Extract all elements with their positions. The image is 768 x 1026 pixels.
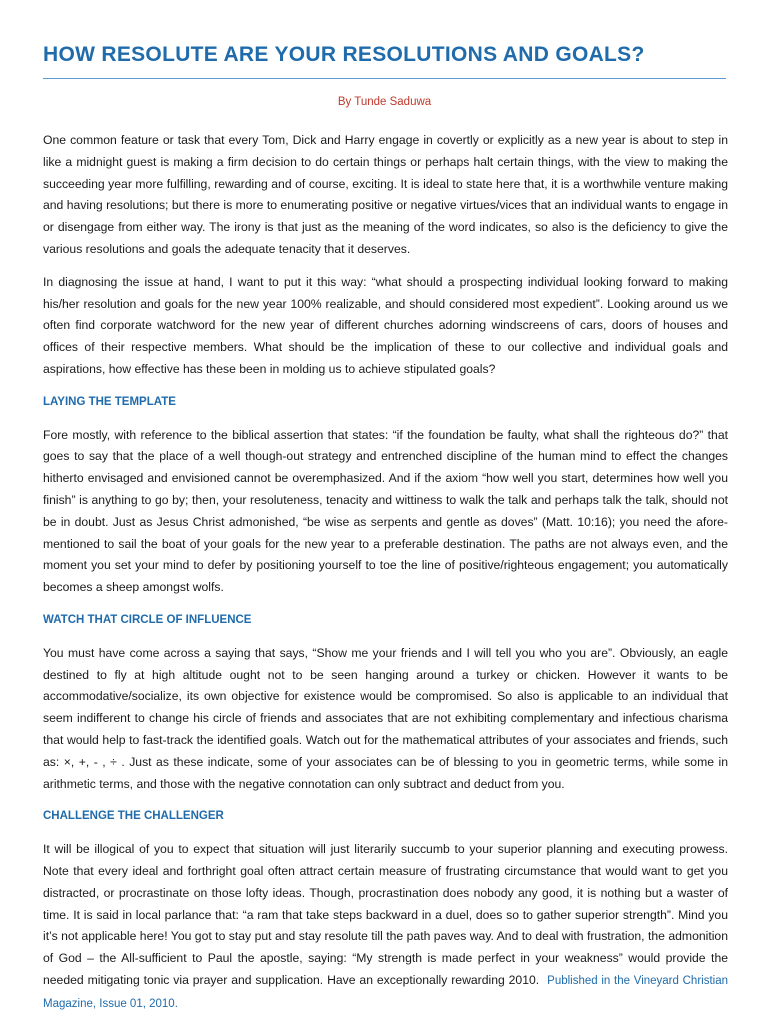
title-divider [43, 78, 726, 79]
section-heading-laying-template: LAYING THE TEMPLATE [43, 395, 176, 408]
section-body-laying-template: Fore mostly, with reference to the biblical assertion that states: “if the foundation be faulty, what shall the righteous do?” that goes to say that the place of a well though-out strategy and entrenched discipline of the human mind to effect the changes hitherto envisaged and envisioned cannot be overemphasized. And if the axiom “how well you start, determines how well you finish” is anything to go by; then, your resoluteness, tenacity and wittiness to walk the talk and perhaps talk the talk, should not be in doubt. Just as Jesus Christ admonished, “be wise as serpents and gentle as doves” (Matt. 10:16); you need the afore-mentioned to sail the boat of your goals for the new year to a preferable destination. The paths are not always even, and the moment you set your mind to defer by positioning yourself to toe the line of positive/righteous engagement; you automatically becomes a sheep amongst wolfs. [43, 427, 728, 595]
section-heading-challenge-challenger: CHALLENGE THE CHALLENGER [43, 810, 224, 823]
section-body-challenge-challenger [43, 839, 728, 1015]
publication-note: Published in the Vineyard Christian Magazine, Issue 01, 2010. [43, 974, 728, 1010]
section-heading-circle-of-influence: WATCH THAT CIRCLE OF INFLUENCE [43, 613, 252, 626]
intro-paragraph-2: In diagnosing the issue at hand, I want to put it this way: “what should a prospecting individual looking forward to making his/her resolution and goals for the new year 100% realizable, and should considered most expedient”. Looking around us we often find corporate watchword for the new year of different churches adorning windscreens of cars, doors of houses and offices of their respective members. What should be the implication of these to our collective and individual goals and aspirations, how effective has these been in molding us to achieve stipulated goals? [43, 274, 728, 376]
article-title: HOW RESOLUTE ARE YOUR RESOLUTIONS AND GOALS? [43, 43, 645, 66]
section-body-circle-of-influence: You must have come across a saying that says, “Show me your friends and I will tell you who you are”. Obviously, an eagle destined to fly at high altitude ought not to be seen hanging around a turkey or chicken. However it wants to be accommodative/socialize, its own objective for existence would be compromised. So also is applicable to an individual that seem indifferent to change his circle of friends and associates that are not exhibiting complementary and infectious charisma that would help to fast-track the identified goals. Watch out for the mathematical attributes of your associates and friends, such as: ×, +, - , ÷ . Just as these indicate, some of your associates can be of blessing to you in geometric terms, while some in arithmetic terms, and those with the negative connotation can only subtract and deduct from you. [43, 645, 728, 791]
closing-text: It will be illogical of you to expect that situation will just literarily succumb to your superior planning and executing prowess. Note that every ideal and forthright goal often attract certain measure of frustrating circumstance that would want to get you distracted, or procrastinate on those lofty ideas. Though, procrastination does nobody any good, it is nothing but a waster of time. It is said in local parlance that: “a ram that take steps backward in a duel, does so to gather superior strength”. Mind you it’s not applicable here! You got to stay put and stay resolute till the path paves way. And to deal with frustration, the admonition of God – the All-sufficient to Paul the apostle, saying: “My strength is made perfect in your weakness” would provide the needed mitigating tonic via prayer and supplication. Have an exceptionally rewarding 2010. [43, 842, 728, 987]
article-body [43, 130, 728, 1026]
intro-paragraph-1: One common feature or task that every Tom, Dick and Harry engage in covertly or explicitly as a new year is about to step in like a midnight guest is making a firm decision to do certain things or perhaps halt certain things, with the view to making the succeeding year more fulfilling, rewarding and of course, exciting. It is ideal to state here that, it is a worthwhile venture making and having resolutions; but there is more to enumerating positive or negative virtues/vices that an individual wants to engage in or disengage from either way. The irony is that just as the meaning of the word indicates, so also is the deficiency to give the various resolutions and goals the adequate tenacity that it deserves. [43, 133, 728, 256]
article-byline: By Tunde Saduwa [337, 96, 432, 108]
